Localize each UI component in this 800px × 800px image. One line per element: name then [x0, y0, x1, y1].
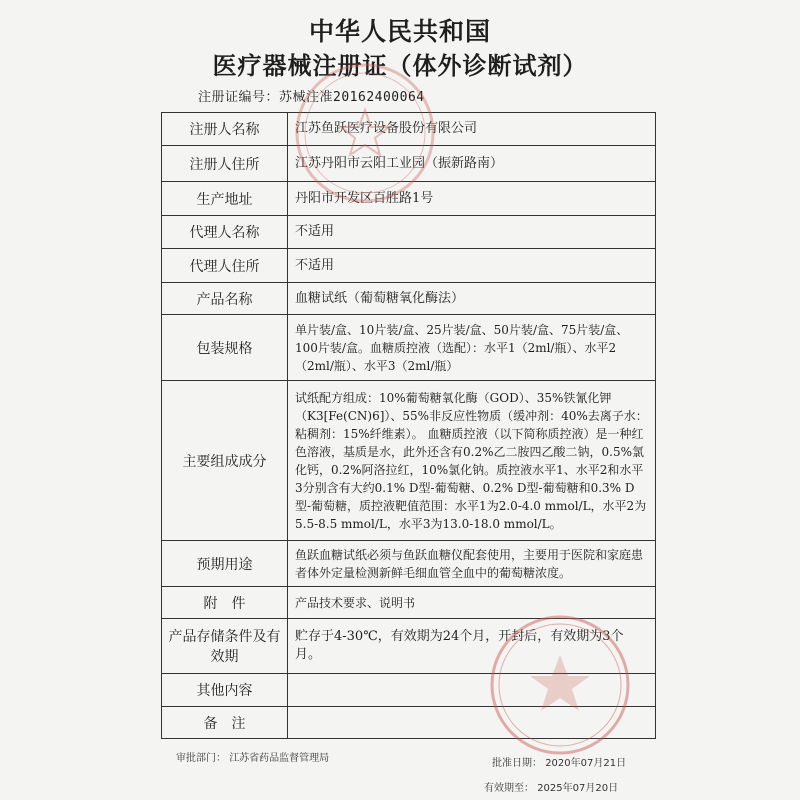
title-certificate: 医疗器械注册证（体外诊断试剂） [212, 51, 588, 80]
row-value: 血糖试纸（葡萄糖氧化酶法） [288, 283, 656, 315]
row-value: 试纸配方组成：10%葡萄糖氧化酶（GOD）、35%铁氰化钾（K3[Fe(CN)6]）、55%非反应性物质（缓冲剂：40%去离子水：粘稠剂：15%纤维素）。 血糖质控液（以下简称质控液）是一种红色溶液，基质是水，此外还含有0.2%乙二胺四乙酸二钠，0.5%氯化钙，0.2%阿洛拉红，10%氯化钠。质控液水平1、水平2和水平3分别含有大约0.1% D型-葡萄糖、0.2% D型-葡萄糖和0.3% D型-葡萄糖，质控液靶值范围：水平1为2.0-4.0 mmol/L，水平2为5.5-8.5 mmol/L，水平3为13.0-18.0 mmol/L。 [288, 381, 656, 541]
row-key: 其他内容 [162, 674, 288, 707]
row-key: 产品存储条件及有效期 [162, 619, 288, 674]
row-key: 代理人住所 [162, 249, 288, 283]
approver-label: 审批部门： [176, 753, 226, 764]
row-key: 产品名称 [162, 283, 288, 315]
approval-date-value: 2020年07月21日 [545, 758, 627, 769]
row-value: 产品技术要求、说明书 [288, 587, 656, 619]
row-key: 注册人住所 [162, 146, 288, 182]
row-key: 生产地址 [162, 182, 288, 216]
row-value: 丹阳市开发区百胜路1号 [288, 182, 656, 216]
table-row [162, 541, 656, 587]
approval-date-label: 批准日期： [492, 758, 542, 769]
row-value: 不适用 [288, 249, 656, 283]
approver-value: 江苏省药品监督管理局 [229, 753, 330, 764]
valid-until-value: 2025年07月20日 [537, 783, 619, 794]
valid-until-line [484, 779, 618, 794]
row-value: 江苏丹阳市云阳工业园（振新路南） [288, 146, 656, 182]
row-key: 主要组成成分 [162, 381, 288, 541]
registration-number-value: 苏械注准20162400064 [279, 90, 425, 105]
row-value: 不适用 [288, 216, 656, 249]
row-value: 鱼跃血糖试纸必须与鱼跃血糖仪配套使用，主要用于医院和家庭患者体外定量检测新鲜毛细血管全血中的葡萄糖浓度。 [288, 541, 656, 587]
table-row [162, 216, 656, 249]
row-key: 代理人名称 [162, 216, 288, 249]
table-row [162, 113, 656, 146]
row-value: 江苏鱼跃医疗设备股份有限公司 [288, 113, 656, 146]
certificate-table [161, 112, 656, 739]
row-value: 贮存于4-30℃，有效期为24个月，开封后，有效期为3个月。 [288, 619, 656, 674]
table-row [162, 674, 656, 707]
table-row [162, 587, 656, 619]
table-row [162, 707, 656, 739]
row-key: 附 件 [162, 587, 288, 619]
table-row [162, 283, 656, 315]
table-row [162, 182, 656, 216]
approval-date-line [492, 754, 626, 769]
table-row [162, 315, 656, 381]
row-value: 单片装/盒、10片装/盒、25片装/盒、50片装/盒、75片装/盒、100片装/盒。血糖质控液（选配）：水平1（2ml/瓶）、水平2（2ml/瓶）、水平3（2ml/瓶） [288, 315, 656, 381]
row-key: 注册人名称 [162, 113, 288, 146]
row-value [288, 707, 656, 739]
row-key: 预期用途 [162, 541, 288, 587]
row-value [288, 674, 656, 707]
valid-until-label: 有效期至： [484, 783, 534, 794]
table-row [162, 381, 656, 541]
registration-number-line [198, 86, 425, 105]
approver-line [176, 749, 329, 764]
table-row [162, 146, 656, 182]
table-row [162, 619, 656, 674]
row-key: 包装规格 [162, 315, 288, 381]
row-key: 备 注 [162, 707, 288, 739]
title-country: 中华人民共和国 [308, 17, 491, 46]
registration-number-label: 注册证编号： [198, 90, 280, 105]
table-row [162, 249, 656, 283]
